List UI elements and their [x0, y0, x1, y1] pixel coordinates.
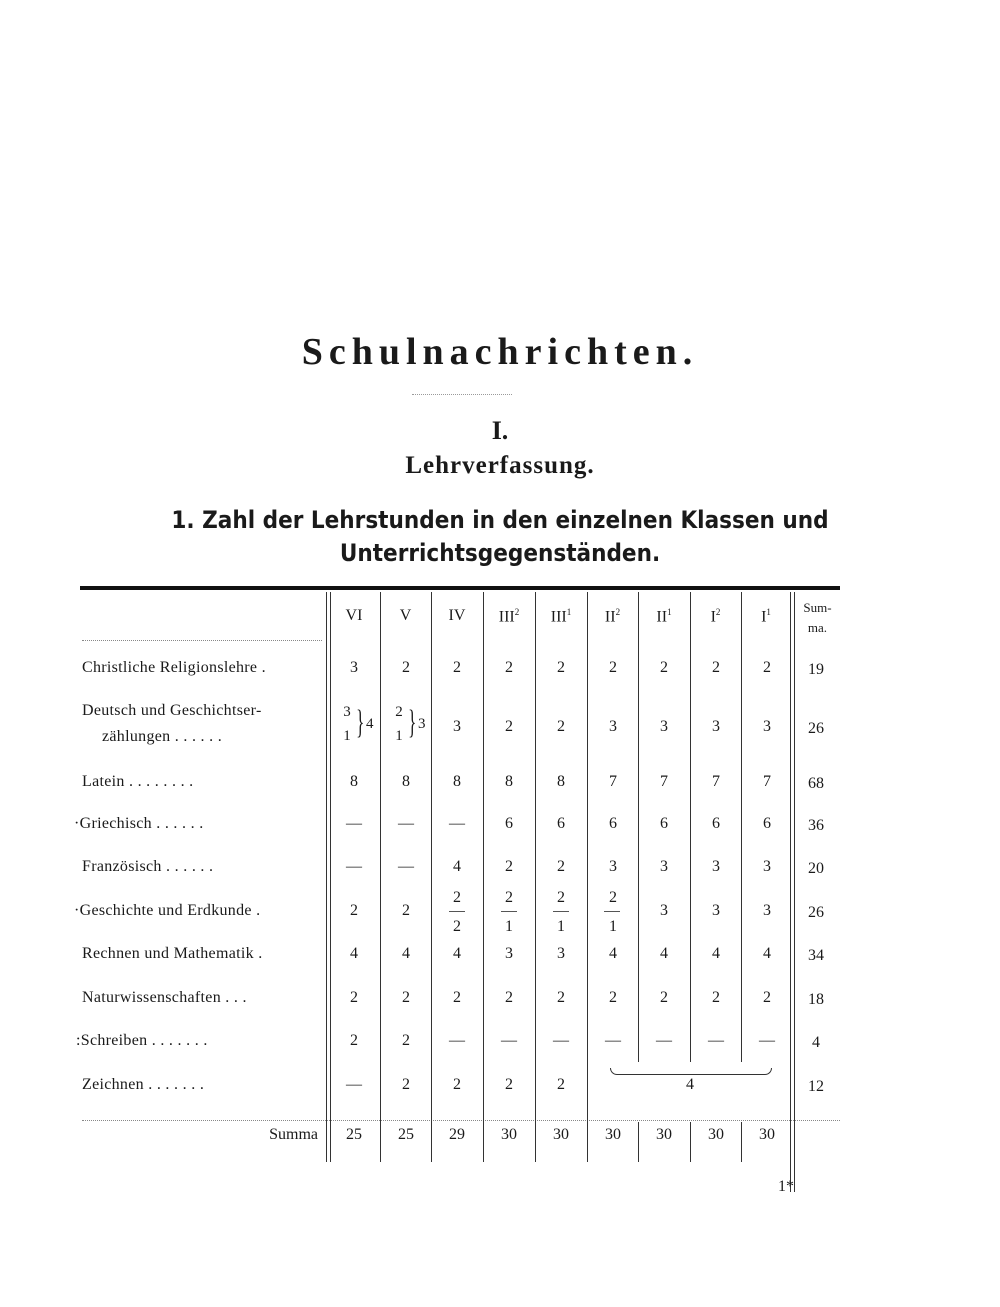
- table-cell: 2: [453, 889, 461, 906]
- vi-split-values: 3 1: [343, 704, 351, 744]
- row-sum: 68: [808, 775, 824, 792]
- title-ornament-divider: [412, 394, 512, 395]
- table-cell: 2: [453, 918, 461, 935]
- col-header-ii1: $II^1$: [656, 607, 672, 626]
- row-label-mathematik: Rechnen und Mathematik .: [82, 945, 263, 962]
- table-cell: —: [708, 1032, 724, 1049]
- table-cell: 2: [453, 659, 461, 676]
- row-label-deutsch: Deutsch und Geschichtser- zählungen . . . . . .: [82, 702, 262, 745]
- table-cell: 8: [453, 773, 461, 790]
- split-rule: [449, 911, 465, 912]
- vi-total: 4: [366, 716, 374, 732]
- split-rule: [501, 911, 517, 912]
- table-cell: 3: [350, 659, 358, 676]
- v-total: 3: [418, 716, 426, 732]
- table-cell: 2: [557, 989, 565, 1006]
- table-cell: 4: [609, 945, 617, 962]
- combined-classes-brace: [610, 1068, 772, 1075]
- col-header-v: V: [399, 607, 412, 624]
- table-cell: 3: [763, 902, 771, 919]
- row-label-latein: Latein . . . . . . . .: [82, 773, 194, 790]
- table-cell: 7: [609, 773, 617, 790]
- table-cell: 4: [350, 945, 358, 962]
- table-cell: 8: [402, 773, 410, 790]
- table-cell: 2: [505, 1076, 513, 1093]
- table-cell: —: [449, 815, 465, 832]
- split-rule: [553, 911, 569, 912]
- col-header-i2: $I^2$: [710, 607, 721, 626]
- table-cell: 1: [609, 918, 617, 935]
- row-label-naturwissenschaften: Naturwissenschaften . . .: [82, 989, 247, 1006]
- col-header-summa: Sum- ma.: [803, 600, 832, 635]
- table-cell: 2: [402, 659, 410, 676]
- row-sum: 4: [812, 1034, 820, 1051]
- table-cell: 8: [505, 773, 513, 790]
- table-cell: 2: [712, 659, 720, 676]
- table-cell: 3: [609, 718, 617, 735]
- table-cell: —: [346, 858, 362, 875]
- table-cell: —: [346, 815, 362, 832]
- table-cell: 2: [763, 659, 771, 676]
- table-cell: 2: [402, 989, 410, 1006]
- row-sum: 20: [808, 860, 824, 877]
- table-title-line-2: Unterrichtsgegenständen.: [339, 539, 661, 567]
- table-cell: 3: [557, 945, 565, 962]
- table-title-line-1: 1. Zahl der Lehrstunden in den einzelnen Klassen und: [171, 506, 829, 534]
- table-cell: 7: [763, 773, 771, 790]
- table-cell: 6: [660, 815, 668, 832]
- table-cell: 2: [557, 858, 565, 875]
- table-top-rule: [80, 586, 840, 590]
- table-cell: 2: [402, 1032, 410, 1049]
- table-cell: 2: [712, 989, 720, 1006]
- row-sum: 34: [808, 947, 824, 964]
- table-cell: 8: [557, 773, 565, 790]
- table-cell: —: [398, 858, 414, 875]
- table-cell: 2: [660, 659, 668, 676]
- table-cell: 2: [763, 989, 771, 1006]
- table-cell: 2: [660, 989, 668, 1006]
- summa-cell: 25: [398, 1126, 414, 1143]
- brace-symbol: }: [408, 704, 417, 741]
- v-split-values: 2 1: [395, 704, 403, 744]
- table-cell: 3: [660, 902, 668, 919]
- summa-cell: 25: [346, 1126, 362, 1143]
- table-title: [0, 504, 1000, 570]
- row-sum: 36: [808, 817, 824, 834]
- col-header-iii1: III$^1$: [550, 607, 572, 626]
- table-cell: 2: [505, 659, 513, 676]
- row-label-schreiben: :Schreiben . . . . . . .: [76, 1032, 208, 1049]
- table-cell: 3: [763, 718, 771, 735]
- table-cell: —: [656, 1032, 672, 1049]
- table-cell: 4: [763, 945, 771, 962]
- table-cell: 4: [660, 945, 668, 962]
- table-cell: 7: [712, 773, 720, 790]
- table-cell: —: [605, 1032, 621, 1049]
- summa-cell: 29: [449, 1126, 465, 1143]
- table-cell: 2: [609, 659, 617, 676]
- row-label-franzoesisch: Französisch . . . . . .: [82, 858, 214, 875]
- table-cell: 7: [660, 773, 668, 790]
- table-cell: 3: [660, 858, 668, 875]
- row-label-griechisch: ·Griechisch . . . . . .: [74, 815, 204, 832]
- col-header-ii2: $II^2$: [604, 607, 621, 626]
- table-cell: 2: [557, 889, 565, 906]
- table-cell: 2: [453, 989, 461, 1006]
- summa-cell: 30: [553, 1126, 569, 1143]
- table-cell: 3: [763, 858, 771, 875]
- col-header-vi: VI: [345, 607, 363, 624]
- table-cell: 2: [402, 902, 410, 919]
- table-cell: 2: [557, 1076, 565, 1093]
- table-cell: —: [553, 1032, 569, 1049]
- table-cell: 4: [712, 945, 720, 962]
- col-header-iv: IV: [448, 607, 466, 624]
- table-cell: 2: [350, 989, 358, 1006]
- summa-cell: 30: [759, 1126, 775, 1143]
- column-divider: [587, 592, 588, 1162]
- table-cell: 4: [453, 945, 461, 962]
- row-sum: 26: [808, 904, 824, 921]
- summa-column-divider: [790, 592, 795, 1192]
- section-number: I.: [491, 416, 509, 445]
- table-cell: —: [398, 815, 414, 832]
- table-cell: 2: [453, 1076, 461, 1093]
- table-cell: 1: [505, 918, 513, 935]
- page-title: Schulnachrichten.: [301, 331, 699, 373]
- table-cell: 6: [609, 815, 617, 832]
- table-cell: 2: [350, 1032, 358, 1049]
- table-cell: 2: [557, 718, 565, 735]
- table-cell: 6: [712, 815, 720, 832]
- table-cell: 2: [402, 1076, 410, 1093]
- table-cell: —: [346, 1076, 362, 1093]
- table-cell: —: [501, 1032, 517, 1049]
- section-title: Lehrverfassung.: [405, 452, 595, 479]
- table-cell: 2: [609, 889, 617, 906]
- col-header-iii2: III$^2$: [498, 607, 520, 626]
- row-label-zeichnen: Zeichnen . . . . . . .: [82, 1076, 205, 1093]
- row-label-geschichte: ·Geschichte und Erdkunde .: [74, 902, 261, 919]
- summa-separator: [82, 1120, 840, 1121]
- col-header-i1: $I^1$: [761, 607, 771, 626]
- table-cell: 2: [505, 989, 513, 1006]
- table-cell: 3: [609, 858, 617, 875]
- table-cell: 2: [505, 889, 513, 906]
- table-cell: —: [759, 1032, 775, 1049]
- row-sum: 12: [808, 1078, 824, 1095]
- table-cell: 6: [557, 815, 565, 832]
- table-cell: 2: [505, 858, 513, 875]
- header-separator: [82, 640, 322, 641]
- summa-cell: 30: [605, 1126, 621, 1143]
- table-cell: 3: [505, 945, 513, 962]
- table-cell: 3: [453, 718, 461, 735]
- table-cell: 3: [712, 902, 720, 919]
- table-cell: 3: [712, 718, 720, 735]
- summa-cell: 30: [501, 1126, 517, 1143]
- summa-cell: 30: [656, 1126, 672, 1143]
- table-cell: 2: [505, 718, 513, 735]
- combined-classes-value: 4: [686, 1076, 694, 1093]
- table-cell: 6: [505, 815, 513, 832]
- summa-cell: 30: [708, 1126, 724, 1143]
- page-number: 1*: [778, 1178, 794, 1195]
- row-sum: 19: [808, 661, 824, 678]
- table-cell: 4: [402, 945, 410, 962]
- table-cell: 2: [350, 902, 358, 919]
- row-sum: 26: [808, 720, 824, 737]
- table-cell: 3: [660, 718, 668, 735]
- brace-symbol: }: [356, 704, 365, 741]
- table-cell: 6: [763, 815, 771, 832]
- table-cell: 1: [557, 918, 565, 935]
- row-sum: 18: [808, 991, 824, 1008]
- table-cell: 2: [609, 989, 617, 1006]
- table-cell: 8: [350, 773, 358, 790]
- table-cell: 4: [453, 858, 461, 875]
- table-cell: 2: [557, 659, 565, 676]
- table-cell: —: [449, 1032, 465, 1049]
- split-rule: [604, 911, 620, 912]
- row-label-religion: Christliche Religionslehre .: [82, 659, 266, 676]
- table-cell: 3: [712, 858, 720, 875]
- summa-label: Summa: [269, 1126, 318, 1143]
